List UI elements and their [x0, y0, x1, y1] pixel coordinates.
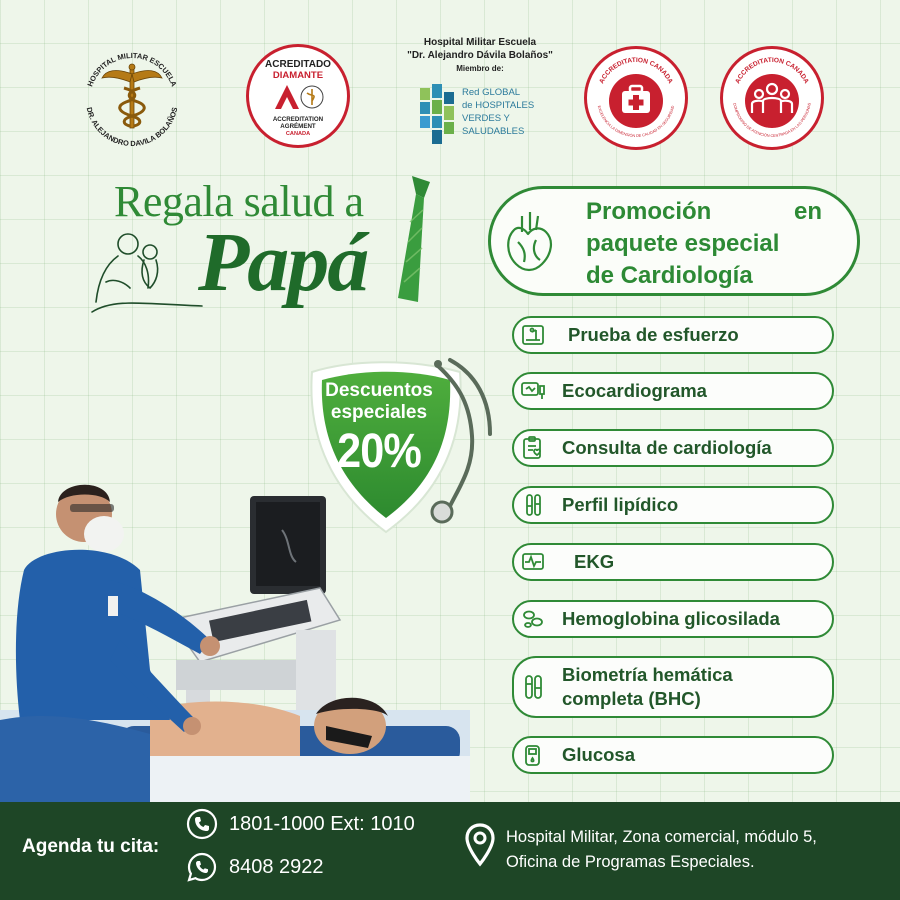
seal1-top-text: HOSPITAL MILITAR ESCUELA [85, 50, 179, 88]
phone-number[interactable]: 1801-1000 Ext: 1010 [229, 813, 415, 835]
seal2-line3: ACCREDITATION [272, 116, 324, 123]
service-item [512, 372, 834, 410]
promo-word2: en [793, 198, 822, 225]
promo-line2: paquete especial [586, 230, 780, 257]
headline-line1: Regala salud a [114, 177, 364, 226]
green-hospitals-network-logo [420, 84, 550, 148]
service-label: Glucosa [562, 744, 635, 765]
service-item [512, 656, 834, 718]
headline-line2: Papá [198, 216, 368, 309]
network-line3: VERDES Y [462, 113, 510, 124]
service-label: Ecocardiograma [562, 380, 707, 401]
service-label: EKG [574, 551, 615, 572]
seal1-bottom-text: DR. ALEJANDRO DAVILA BOLAÑOS [84, 106, 180, 149]
treadmill-icon [518, 320, 548, 350]
hospital-name-block [380, 36, 580, 75]
service-label-line2: completa (BHC) [562, 688, 701, 709]
hospital-name: Hospital Militar Escuela [423, 37, 537, 48]
accreditation-canada-people-seal [720, 46, 824, 150]
service-item [512, 486, 834, 524]
ekg-monitor-icon [518, 547, 548, 577]
seal2-line4: AGRÉMENT [280, 123, 316, 130]
promo-word1: Promoción [586, 198, 712, 225]
network-blocks-icon [420, 84, 454, 146]
seal2-line1: ACREDITADO [265, 59, 331, 70]
network-line2: de HOSPITALES [462, 100, 535, 111]
service-item [512, 429, 834, 467]
network-line4: SALUDABLES [462, 126, 525, 137]
anatomical-heart-icon [500, 208, 560, 278]
service-item [512, 736, 834, 774]
service-label-line1: Biometría hemática [562, 664, 733, 685]
accreditation-canada-safety-seal [584, 46, 688, 150]
discount-text [304, 380, 454, 478]
seal4-top-text: ACCREDITATION CANADA [734, 56, 810, 85]
necktie-icon [378, 172, 448, 312]
seal3-ring-text: EXCELENCIA LA DIMENSIÓN DE CALIDAD EN SEGURIDAD [596, 105, 676, 139]
address [506, 825, 886, 875]
glucometer-icon [518, 740, 548, 770]
service-item [512, 543, 834, 581]
location-pin-icon [464, 822, 496, 872]
discount-percent: 20% [337, 425, 421, 478]
seal4-ring-text: COMPROMISO DE ATENCIÓN CENTRADA EN LAS PERSONAS [732, 102, 812, 139]
promo-line3: de Cardiología [586, 262, 753, 289]
seal2-line2: DIAMANTE [272, 70, 324, 81]
ultrasound-icon [518, 376, 548, 406]
service-label: Perfil lipídico [562, 494, 679, 515]
father-child-line-art [84, 222, 204, 318]
clipboard-heart-icon [518, 433, 548, 463]
address-line1: Hospital Militar, Zona comercial, módulo 5, [506, 828, 817, 846]
service-label: Consulta de cardiología [562, 437, 772, 458]
discount-line2: especiales [330, 402, 428, 423]
address-line2: Oficina de Programas Especiales. [506, 853, 755, 871]
service-label: Prueba de esfuerzo [568, 324, 739, 345]
seal2-line5: CANADA [285, 131, 311, 137]
service-label [562, 663, 733, 711]
hospital-doctor-name: "Dr. Alejandro Dávila Bolaños" [407, 50, 553, 61]
test-tube-icon [518, 490, 548, 520]
service-item [512, 316, 834, 354]
appointment-cta: Agenda tu cita: [22, 836, 160, 857]
seal3-top-text: ACCREDITATION CANADA [598, 56, 674, 85]
service-item [512, 600, 834, 638]
whatsapp-number[interactable]: 8408 2922 [229, 856, 324, 878]
acreditado-diamante-seal [246, 44, 350, 148]
promo-title [586, 196, 822, 292]
whatsapp-icon [186, 851, 218, 883]
discount-line1: Descuentos [325, 380, 433, 401]
member-of-label: Miembro de: [456, 64, 504, 73]
hospital-caduceus-seal [76, 44, 188, 156]
blood-sample-icon [518, 672, 548, 702]
network-line1: Red GLOBAL [462, 87, 521, 98]
service-label: Hemoglobina glicosilada [562, 608, 780, 629]
phone-icon [186, 808, 218, 840]
doctor-ultrasound-photo [0, 470, 500, 802]
blood-cells-icon [518, 604, 548, 634]
